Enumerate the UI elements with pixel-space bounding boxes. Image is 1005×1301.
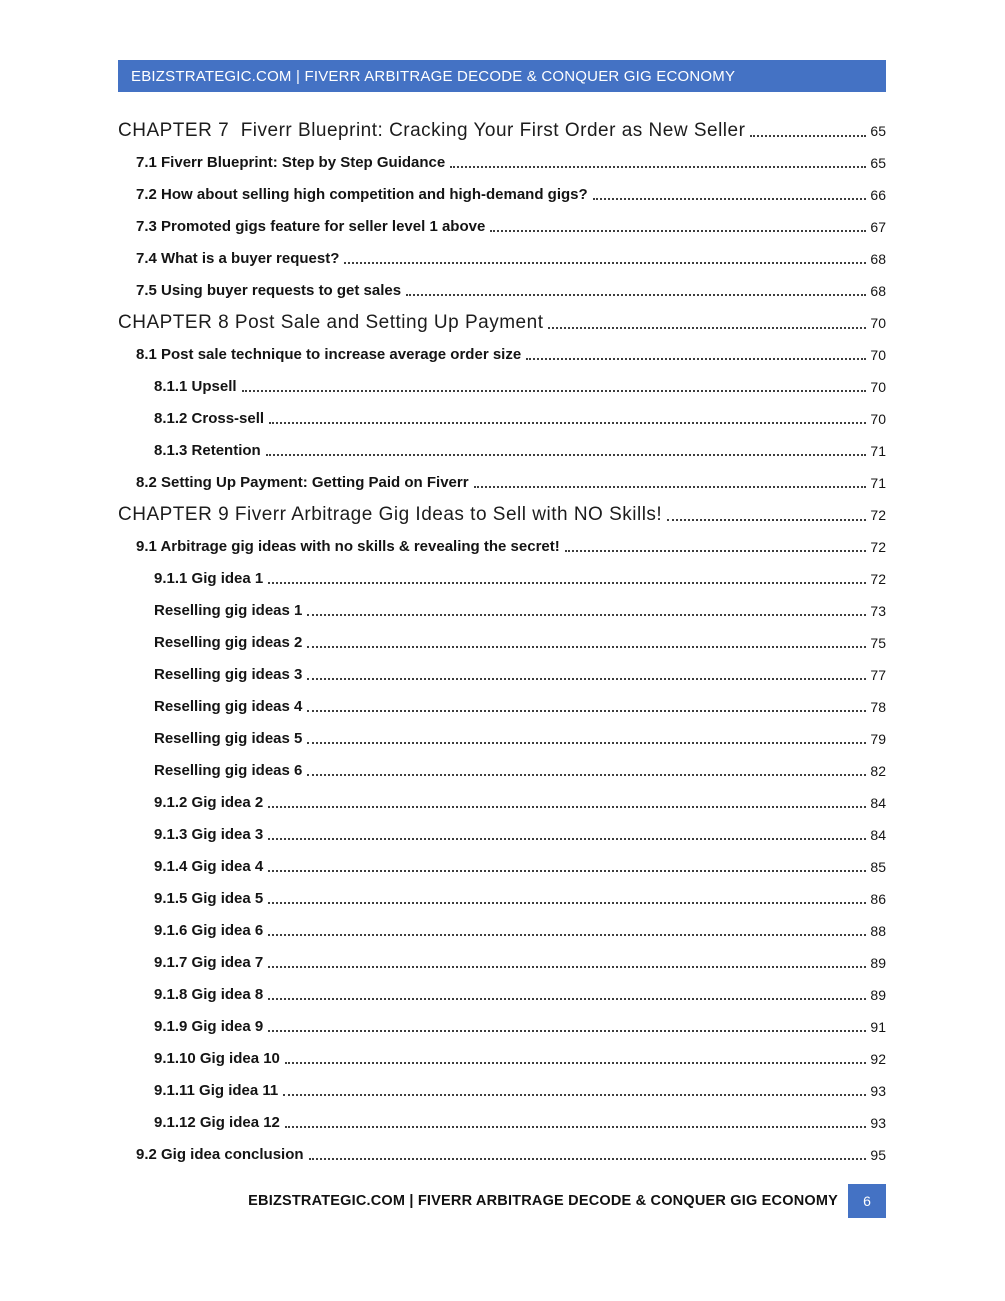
dot-leader [268,806,866,808]
toc-entry-label[interactable]: 9.1.6 Gig idea 6 [154,922,264,939]
toc-entry-page[interactable]: 73 [870,603,886,619]
toc-entry-page[interactable]: 88 [870,923,886,939]
toc-entry[interactable] [118,818,886,850]
toc-entry-label[interactable]: 9.1.8 Gig idea 8 [154,986,264,1003]
toc-entry-page[interactable]: 84 [870,827,886,843]
toc-entry-label[interactable]: 8.1.2 Cross-sell [154,410,265,427]
toc-entry-page[interactable]: 84 [870,795,886,811]
dot-leader [266,454,867,456]
toc-entry-label[interactable]: 9.1.2 Gig idea 2 [154,794,264,811]
toc-entry[interactable] [118,754,886,786]
toc-entry[interactable] [118,274,886,306]
toc-entry-page[interactable]: 78 [870,699,886,715]
toc-entry-page[interactable]: 72 [870,539,886,555]
dot-leader [750,135,866,137]
toc-entry-page[interactable]: 85 [870,859,886,875]
dot-leader [285,1126,867,1128]
toc-entry-page[interactable]: 77 [870,667,886,683]
document-header-bar [118,60,886,92]
toc-entry-page[interactable]: 68 [870,251,886,267]
toc-entry[interactable] [118,658,886,690]
dot-leader [309,1158,867,1160]
dot-leader [242,390,867,392]
dot-leader [526,358,866,360]
dot-leader [307,678,866,680]
toc-entry[interactable] [118,1138,886,1170]
toc-entry[interactable] [118,338,886,370]
toc-entry-page[interactable]: 65 [870,123,886,139]
dot-leader [548,327,866,329]
dot-leader [268,998,866,1000]
toc-entry[interactable] [118,1106,886,1138]
toc-entry-page[interactable]: 92 [870,1051,886,1067]
toc-entry[interactable] [118,210,886,242]
header-title: EBIZSTRATEGIC.COM | FIVERR ARBITRAGE DECODE & CONQUER GIG ECONOMY [131,67,736,85]
toc-entry-page[interactable]: 79 [870,731,886,747]
toc-entry[interactable] [118,914,886,946]
toc-entry-page[interactable]: 70 [870,411,886,427]
toc-chapter-entry[interactable] [118,306,886,338]
toc-entry-label[interactable]: 9.1.10 Gig idea 10 [154,1050,280,1067]
toc-entry-page[interactable]: 66 [870,187,886,203]
toc-entry-page[interactable]: 71 [870,475,886,491]
toc-entry-label[interactable]: CHAPTER 7 Fiverr Blueprint: Cracking Your First Order as New Seller [118,120,746,141]
toc-entry-label[interactable]: 9.1.11 Gig idea 11 [154,1082,279,1099]
toc-entry-label[interactable]: 8.1 Post sale technique to increase average order size [136,346,522,363]
dot-leader [474,486,867,488]
dot-leader [406,294,866,296]
toc-entry-label[interactable]: 7.5 Using buyer requests to get sales [136,282,402,299]
toc-entry-page[interactable]: 65 [870,155,886,171]
dot-leader [667,519,866,521]
dot-leader [285,1062,867,1064]
footer-title: EBIZSTRATEGIC.COM | FIVERR ARBITRAGE DECODE & CONQUER GIG ECONOMY [248,1193,838,1209]
toc-entry-label[interactable]: CHAPTER 9 Fiverr Arbitrage Gig Ideas to Sell with NO Skills! [118,504,663,525]
toc-entry-label[interactable]: Reselling gig ideas 4 [154,698,303,715]
toc-entry-page[interactable]: 86 [870,891,886,907]
dot-leader [307,774,866,776]
toc-entry-page[interactable]: 71 [870,443,886,459]
toc-entry-label[interactable]: Reselling gig ideas 1 [154,602,303,619]
toc-entry[interactable] [118,146,886,178]
toc-entry[interactable] [118,402,886,434]
table-of-contents [118,114,886,1170]
toc-entry-label[interactable]: 9.1.3 Gig idea 3 [154,826,264,843]
toc-entry[interactable] [118,626,886,658]
toc-entry-label[interactable]: Reselling gig ideas 6 [154,762,303,779]
toc-entry[interactable] [118,978,886,1010]
document-footer [118,1184,886,1218]
toc-entry-page[interactable]: 95 [870,1147,886,1163]
dot-leader [565,550,867,552]
dot-leader [593,198,867,200]
toc-entry-label[interactable]: 9.1.4 Gig idea 4 [154,858,264,875]
toc-entry-page[interactable]: 82 [870,763,886,779]
toc-entry[interactable] [118,466,886,498]
dot-leader [490,230,866,232]
toc-entry-page[interactable]: 93 [870,1115,886,1131]
toc-entry-label[interactable]: 9.1.12 Gig idea 12 [154,1114,280,1131]
toc-entry-label[interactable]: 8.1.3 Retention [154,442,261,459]
page-number: 6 [863,1193,871,1209]
toc-entry-label[interactable]: 9.1.9 Gig idea 9 [154,1018,264,1035]
toc-entry-label[interactable]: 8.1.1 Upsell [154,378,237,395]
dot-leader [268,1030,866,1032]
toc-entry[interactable] [118,722,886,754]
dot-leader [268,902,866,904]
toc-entry-page[interactable]: 70 [870,315,886,331]
dot-leader [268,870,866,872]
dot-leader [268,966,866,968]
toc-entry-page[interactable]: 70 [870,379,886,395]
toc-entry-label[interactable]: 9.2 Gig idea conclusion [136,1146,304,1163]
toc-entry[interactable] [118,882,886,914]
dot-leader [307,742,866,744]
toc-entry-label[interactable]: 9.1.1 Gig idea 1 [154,570,264,587]
dot-leader [283,1094,866,1096]
dot-leader [269,422,866,424]
toc-entry[interactable] [118,370,886,402]
toc-entry-page[interactable]: 93 [870,1083,886,1099]
dot-leader [268,934,866,936]
toc-entry[interactable] [118,242,886,274]
dot-leader [268,582,866,584]
toc-entry-page[interactable]: 68 [870,283,886,299]
toc-entry[interactable] [118,1010,886,1042]
toc-entry[interactable] [118,850,886,882]
toc-entry[interactable] [118,946,886,978]
dot-leader [450,166,866,168]
toc-chapter-entry[interactable] [118,498,886,530]
toc-entry[interactable] [118,562,886,594]
toc-entry[interactable] [118,178,886,210]
toc-entry-page[interactable]: 72 [870,571,886,587]
dot-leader [344,262,866,264]
toc-entry-page[interactable]: 89 [870,987,886,1003]
toc-entry[interactable] [118,530,886,562]
toc-entry-label[interactable]: 7.2 How about selling high competition and high-demand gigs? [136,186,588,203]
dot-leader [307,614,866,616]
toc-entry[interactable] [118,786,886,818]
dot-leader [307,646,866,648]
dot-leader [268,838,866,840]
toc-entry-label[interactable]: Reselling gig ideas 3 [154,666,303,683]
toc-entry[interactable] [118,594,886,626]
toc-entry[interactable] [118,434,886,466]
toc-entry-label[interactable]: 8.2 Setting Up Payment: Getting Paid on Fiverr [136,474,469,491]
toc-entry[interactable] [118,1074,886,1106]
toc-entry[interactable] [118,1042,886,1074]
toc-entry-label[interactable]: Reselling gig ideas 5 [154,730,303,747]
toc-entry-label[interactable]: 9.1.5 Gig idea 5 [154,890,264,907]
toc-entry-label[interactable]: 7.1 Fiverr Blueprint: Step by Step Guidance [136,154,446,171]
toc-chapter-entry[interactable] [118,114,886,146]
toc-entry-page[interactable]: 91 [870,1019,886,1035]
toc-entry-label[interactable]: Reselling gig ideas 2 [154,634,303,651]
toc-entry-label[interactable]: 7.4 What is a buyer request? [136,250,340,267]
toc-entry[interactable] [118,690,886,722]
toc-entry-label[interactable]: 9.1.7 Gig idea 7 [154,954,264,971]
toc-entry-label[interactable]: CHAPTER 8 Post Sale and Setting Up Payment [118,312,544,333]
page-number-badge [848,1184,886,1218]
toc-entry-label[interactable]: 7.3 Promoted gigs feature for seller level 1 above [136,218,486,235]
toc-entry-page[interactable]: 75 [870,635,886,651]
toc-entry-label[interactable]: 9.1 Arbitrage gig ideas with no skills & revealing the secret! [136,538,560,555]
dot-leader [307,710,866,712]
toc-entry-page[interactable]: 70 [870,347,886,363]
toc-entry-page[interactable]: 89 [870,955,886,971]
toc-entry-page[interactable]: 67 [870,219,886,235]
toc-entry-page[interactable]: 72 [870,507,886,523]
